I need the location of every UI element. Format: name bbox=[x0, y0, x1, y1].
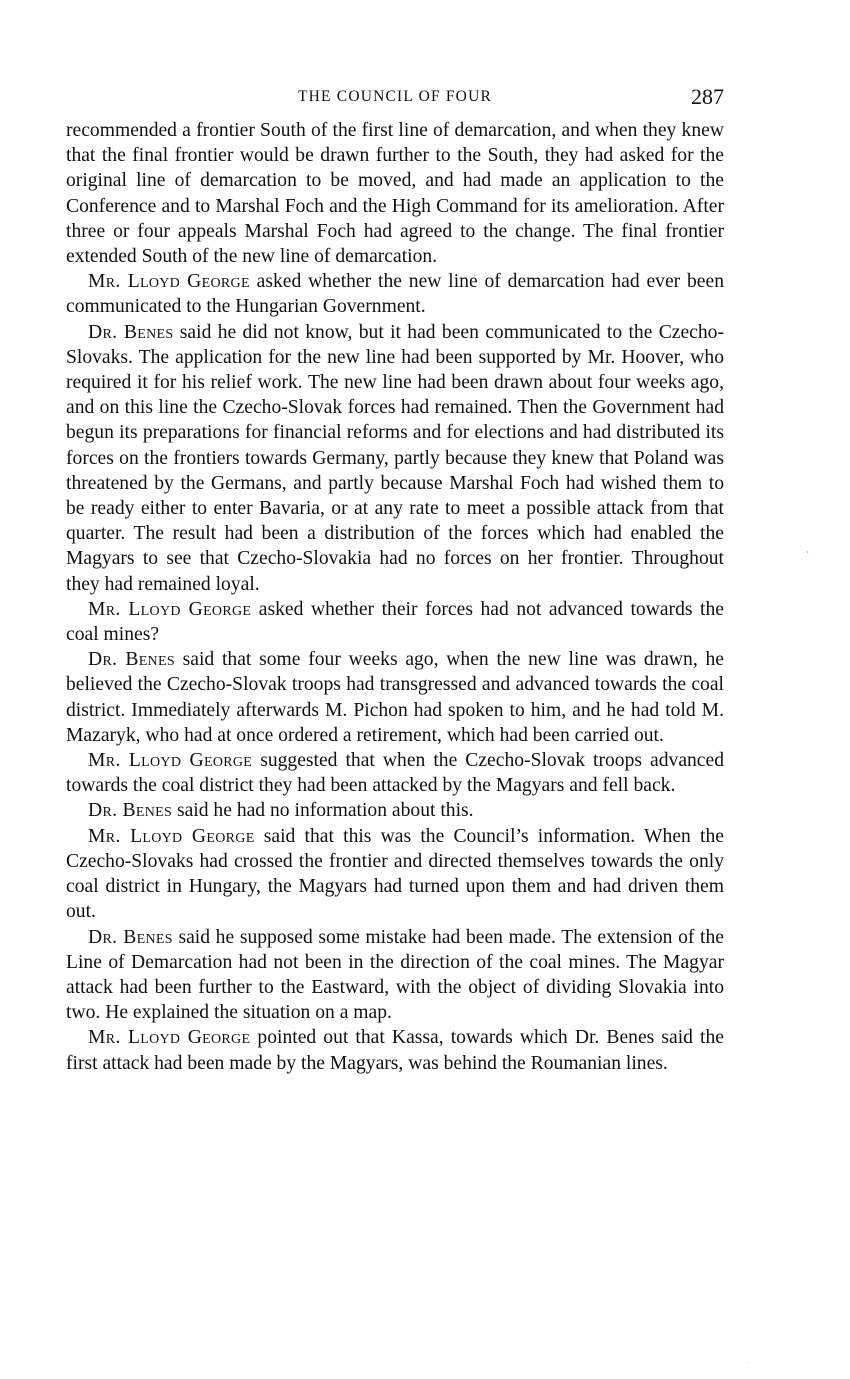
paragraph-lloyd-george-4 bbox=[66, 824, 724, 925]
paragraph-benes-4 bbox=[66, 925, 724, 1026]
paragraph-text: pointed out that Kassa, towards which Dr. Benes said the first attack had been made by the Magyars, was behind the Roumanian lines. bbox=[66, 1027, 724, 1074]
paragraph-text: said he supposed some mistake had been made. The extension of the Line of Demarcation had not been in the direction of the coal mines. The Magyar attack had been further to the Eastward, with the object of dividing Slovakia into two. He explained the situation on a map. bbox=[66, 926, 724, 1024]
speaker-name: Mr. Lloyd George bbox=[88, 750, 253, 772]
body-text bbox=[66, 118, 724, 1076]
paragraph-continuation bbox=[66, 118, 724, 269]
speaker-name: Mr. Lloyd George bbox=[88, 271, 250, 293]
book-page bbox=[66, 82, 724, 1076]
paragraph-text: said he did not know, but it had been communicated to the Czecho-Slovaks. The application for the new line had been supported by Mr. Hoover, who required it for his relief work. The new line had been drawn about four weeks ago, and on this line the Czecho-Slovak forces had remained. Then the Government had begun its preparations for financial reforms and for elections and had distributed its forces on the frontiers towards Germany, partly because they knew that Poland was threatened by the Germans, and partly because Marshal Foch had wished them to be ready either to enter Bavaria, or at any rate to meet a possible attack from that quarter. The result had been a distribution of the forces which had enabled the Magyars to see that Czecho-Slovakia had no forces on her frontier. Throughout they had remained loyal. bbox=[66, 321, 724, 595]
paragraph-text: said he had no information about this. bbox=[172, 800, 474, 822]
speaker-name: Dr. Benes bbox=[88, 926, 173, 948]
speaker-name: Mr. Lloyd George bbox=[88, 825, 255, 847]
paragraph-benes-2 bbox=[66, 647, 724, 748]
paragraph-lloyd-george-1 bbox=[66, 269, 724, 319]
paragraph-benes-3 bbox=[66, 798, 724, 823]
page-number: 287 bbox=[691, 84, 724, 109]
speaker-name: Dr. Benes bbox=[88, 649, 175, 671]
paragraph-text: said that some four weeks ago, when the new line was drawn, he believed the Czecho-Slovak troops had transgressed and advanced towards the coal district. Immediately afterwards M. Pichon had spoken to him, and he had told M. Mazaryk, who had at once ordered a retirement, which had been carried out. bbox=[66, 649, 724, 746]
paragraph-lloyd-george-3 bbox=[66, 748, 724, 798]
paragraph-lloyd-george-5 bbox=[66, 1025, 724, 1075]
running-title: THE COUNCIL OF FOUR bbox=[297, 88, 493, 105]
speaker-name: Dr. Benes bbox=[88, 800, 173, 822]
running-head bbox=[66, 82, 724, 118]
paragraph-text: asked whether the new line of demarcation had ever been communicated to the Hungarian Government. bbox=[66, 271, 724, 318]
page-speck: · bbox=[746, 1360, 748, 1366]
paragraph-text: suggested that when the Czecho-Slovak troops advanced towards the coal district they had been attacked by the Magyars and fell back. bbox=[66, 750, 724, 797]
paragraph-benes-1 bbox=[66, 320, 724, 597]
margin-speck: ˏ bbox=[806, 543, 809, 553]
paragraph-lloyd-george-2 bbox=[66, 597, 724, 647]
paragraph-text: recommended a frontier South of the first line of demarcation, and when they knew that the final frontier would be drawn further to the South, they had asked for the original line of demarcation to be moved, and had made an application to the Conference and to Marshal Foch and the High Command for its amelioration. After three or four appeals Marshal Foch had agreed to the change. The final frontier extended South of the new line of demarcation. bbox=[66, 120, 724, 268]
speaker-name: Dr. Benes bbox=[88, 321, 174, 343]
speaker-name: Mr. Lloyd George bbox=[88, 1027, 251, 1049]
paragraph-text: said that this was the Council’s information. When the Czecho-Slovaks had crossed the frontier and directed themselves towards the only coal district in Hungary, the Magyars had turned upon them and had driven them out. bbox=[66, 825, 724, 923]
paragraph-text: asked whether their forces had not advanced towards the coal mines? bbox=[66, 598, 724, 646]
speaker-name: Mr. Lloyd George bbox=[88, 598, 252, 620]
